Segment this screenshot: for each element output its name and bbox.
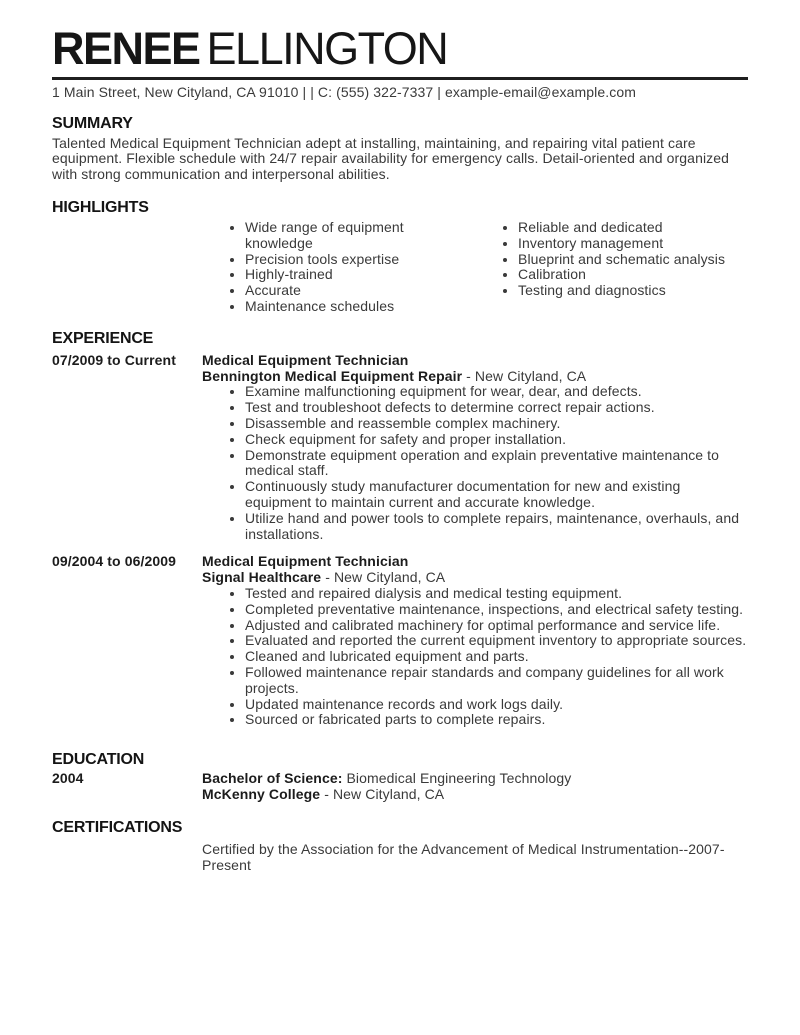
highlights-heading: HIGHLIGHTS [52, 199, 149, 217]
school-location: - New Cityland, CA [320, 785, 445, 802]
highlight-item: • Maintenance schedules [245, 299, 431, 315]
degree-field: Biomedical Engineering Technology [342, 770, 572, 787]
experience-entry [52, 353, 748, 543]
highlight-item: • Testing and diagnostics [518, 283, 748, 299]
certifications-heading: CERTIFICATIONS [52, 818, 183, 836]
degree-line [202, 771, 748, 787]
summary-heading: SUMMARY [52, 114, 133, 132]
summary-text: Talented Medical Equipment Technician adept at installing, maintaining, and repairing vital patient care equipment. Flexible schedule with 24/7 repair availability for emergency calls. Detail-oriented and organized with strong communication and interpersonal abilities. [52, 134, 730, 183]
job-duty: • Evaluated and reported the current equipment inventory to appropriate sources. [245, 633, 748, 649]
job-company: Signal Healthcare [202, 569, 322, 586]
highlights-columns [202, 220, 748, 315]
job-dates: 07/2009 to Current [52, 351, 176, 368]
education-section [52, 750, 748, 803]
job-duty: • Updated maintenance records and work logs daily. [245, 697, 748, 713]
job-company: Bennington Medical Equipment Repair [202, 367, 463, 384]
job-duty: • Followed maintenance repair standards and company guidelines for all work projects. [245, 665, 748, 697]
job-dates: 09/2004 to 06/2009 [52, 553, 177, 570]
highlights-column-1 [202, 220, 475, 315]
job-duty: • Tested and repaired dialysis and medical testing equipment. [245, 586, 748, 602]
experience-section [52, 329, 748, 728]
job-duty: • Test and troubleshoot defects to determine correct repair actions. [245, 400, 748, 416]
job-duty: • Sourced or fabricated parts to complete repairs. [245, 712, 748, 728]
job-duty: • Utilize hand and power tools to complete repairs, maintenance, overhauls, and installations. [245, 511, 748, 543]
degree: Bachelor of Science: [202, 770, 343, 787]
highlights-column-2 [475, 220, 748, 315]
job-location: - New Cityland, CA [321, 569, 446, 586]
job-duty: • Examine malfunctioning equipment for wear, dear, and defects. [245, 384, 748, 400]
job-title: Medical Equipment Technician [202, 553, 409, 570]
job-duty: • Check equipment for safety and proper installation. [245, 432, 748, 448]
highlight-item: • Highly-trained [245, 267, 431, 283]
summary-section [52, 114, 748, 183]
education-year: 2004 [52, 770, 84, 787]
header-divider [52, 77, 748, 80]
job-duty: • Cleaned and lubricated equipment and parts. [245, 649, 748, 665]
education-heading: EDUCATION [52, 751, 145, 769]
highlight-item: • Accurate [245, 283, 431, 299]
job-title: Medical Equipment Technician [202, 351, 409, 368]
job-details [202, 554, 748, 728]
resume-header [52, 23, 748, 101]
highlight-item: • Reliable and dedicated [518, 220, 748, 236]
experience-entry [52, 554, 748, 728]
education-entry [52, 771, 748, 803]
certification-dates-spacer [52, 842, 202, 874]
last-name: ELLINGTON [206, 23, 448, 74]
highlights-section [52, 198, 748, 315]
person-name [52, 23, 748, 74]
job-duties-list [202, 586, 748, 728]
certification-text: Certified by the Association for the Advancement of Medical Instrumentation--2007-Present [202, 840, 725, 873]
school-line [202, 787, 748, 803]
school: McKenny College [202, 785, 321, 802]
job-duty: • Disassemble and reassemble complex machinery. [245, 416, 748, 432]
job-location: - New Cityland, CA [462, 367, 587, 384]
job-duties-list [202, 384, 748, 542]
job-duty: • Demonstrate equipment operation and explain preventative maintenance to medical staff. [245, 448, 748, 480]
job-company-line [202, 570, 748, 586]
job-company-line [202, 369, 748, 385]
highlight-item: • Inventory management [518, 236, 748, 252]
job-duty: • Adjusted and calibrated machinery for optimal performance and service life. [245, 618, 748, 634]
education-details [202, 771, 748, 803]
highlight-item: • Wide range of equipment knowledge [245, 220, 431, 252]
highlight-item: • Blueprint and schematic analysis [518, 252, 748, 268]
certifications-section [52, 818, 748, 874]
job-duty: • Continuously study manufacturer documentation for new and existing equipment to maintain current and accurate knowledge. [245, 479, 748, 511]
certification-entry [52, 842, 748, 874]
contact-line: 1 Main Street, New Cityland, CA 91010 | | C: (555) 322-7337 | example-email@example.com [52, 83, 636, 100]
highlight-item: • Precision tools expertise [245, 252, 431, 268]
job-duty: • Completed preventative maintenance, inspections, and electrical safety testing. [245, 602, 748, 618]
experience-heading: EXPERIENCE [52, 329, 154, 347]
highlight-item: • Calibration [518, 267, 748, 283]
job-details [202, 353, 748, 543]
first-name: RENEE [52, 23, 200, 74]
